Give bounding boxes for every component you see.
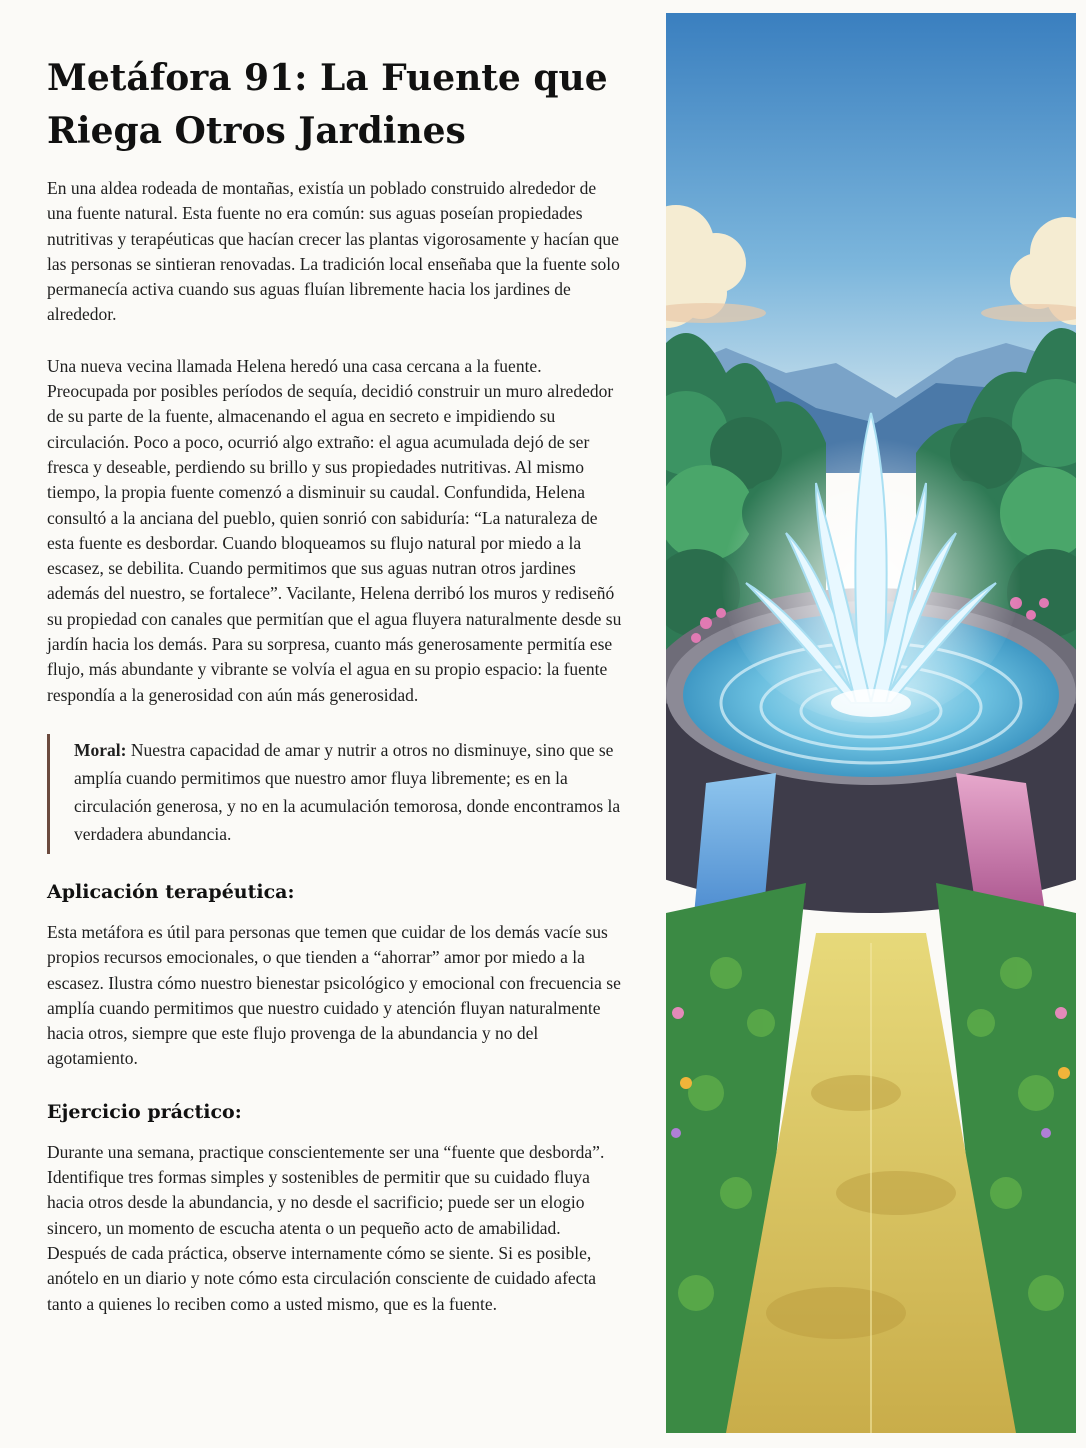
moral-quote bbox=[47, 734, 622, 854]
moral-body: Nuestra capacidad de amar y nutrir a otros no disminuye, sino que se amplía cuando permitimos que nuestro amor fluya libremente; es en la circulación generosa, y no en la acumulación temorosa, donde encontramos la verdadera abundancia. bbox=[74, 739, 621, 844]
application-text: Esta metáfora es útil para personas que temen que cuidar de los demás vacíe sus propios recursos emocionales, o que tienden a “ahorrar” amor por miedo a la escasez. Ilustra cómo nuestro bienestar psicológico y emocional con frecuencia se amplía cuando permitimos que nuestro cuidado y atención fluyan naturalmente hacia otros, siempre que este flujo provenga de la abundancia y no del agotamiento. bbox=[47, 921, 621, 1069]
paragraph-intro: En una aldea rodeada de montañas, existía un poblado construido alrededor de una fuente natural. Esta fuente no era común: sus aguas poseían propiedades nutritivas y terapéuticas que hacían crecer las plantas vigorosamente y hacían que las personas se sintieran renovadas. La tradición local enseñaba que la fuente solo permanecía activa cuando sus aguas fluían libremente hacia los jardines de alrededor. bbox=[47, 178, 620, 325]
page-title: Metáfora 91: La Fuente que Riega Otros Jardines bbox=[47, 57, 608, 152]
paragraph-story: Una nueva vecina llamada Helena heredó una casa cercana a la fuente. Preocupada por posibles períodos de sequía, decidió construir un muro alrededor de su parte de la fuente, almacenando el agua en secreto e impidiendo su circulación. Poco a poco, ocurrió algo extraño: el agua acumulada dejó de ser fresca y deseable, perdiendo su brillo y sus propiedades nutritivas. Al mismo tiempo, la propia fuente comenzó a disminuir su caudal. Confundida, Helena consultó a la anciana del pueblo, quien sonrió con sabiduría: “La naturaleza de esta fuente es desbordar. Cuando bloqueamos su flujo natural por miedo a la escasez, se debilita. Cuando permitimos que sus aguas nutran otros jardines además del nuestro, se fortalece”. Vacilante, Helena derribó los muros y rediseñó su propiedad con canales que permitían que el agua fluyera naturalmente desde su jardín hacia los demás. Para su sorpresa, cuanto más generosamente permitía ese flujo, más abundante y vibrante se volvía el agua en su propio espacio: la fuente respondía a la generosidad con aún más generosidad. bbox=[47, 355, 622, 705]
article bbox=[47, 52, 622, 1343]
application-heading: Aplicación terapéutica: bbox=[47, 880, 295, 903]
moral-text bbox=[74, 736, 622, 848]
exercise-heading: Ejercicio práctico: bbox=[47, 1100, 242, 1123]
moral-label: Moral: bbox=[74, 739, 127, 760]
fountain-illustration bbox=[666, 13, 1076, 1433]
exercise-text: Durante una semana, practique conscientemente ser una “fuente que desborda”. Identifique tres formas simples y sostenibles de permitir que su cuidado fluya hacia otros desde la abundancia, y no desde el sacrificio; puede ser un elogio sincero, un momento de escucha atenta o un pequeño acto de amabilidad. Después de cada práctica, observe internamente cómo se siente. Si es posible, anótelo en un diario y note cómo esta circulación consciente de cuidado afecta tanto a quienes lo reciben como a usted mismo, que es la fuente. bbox=[47, 1141, 605, 1314]
